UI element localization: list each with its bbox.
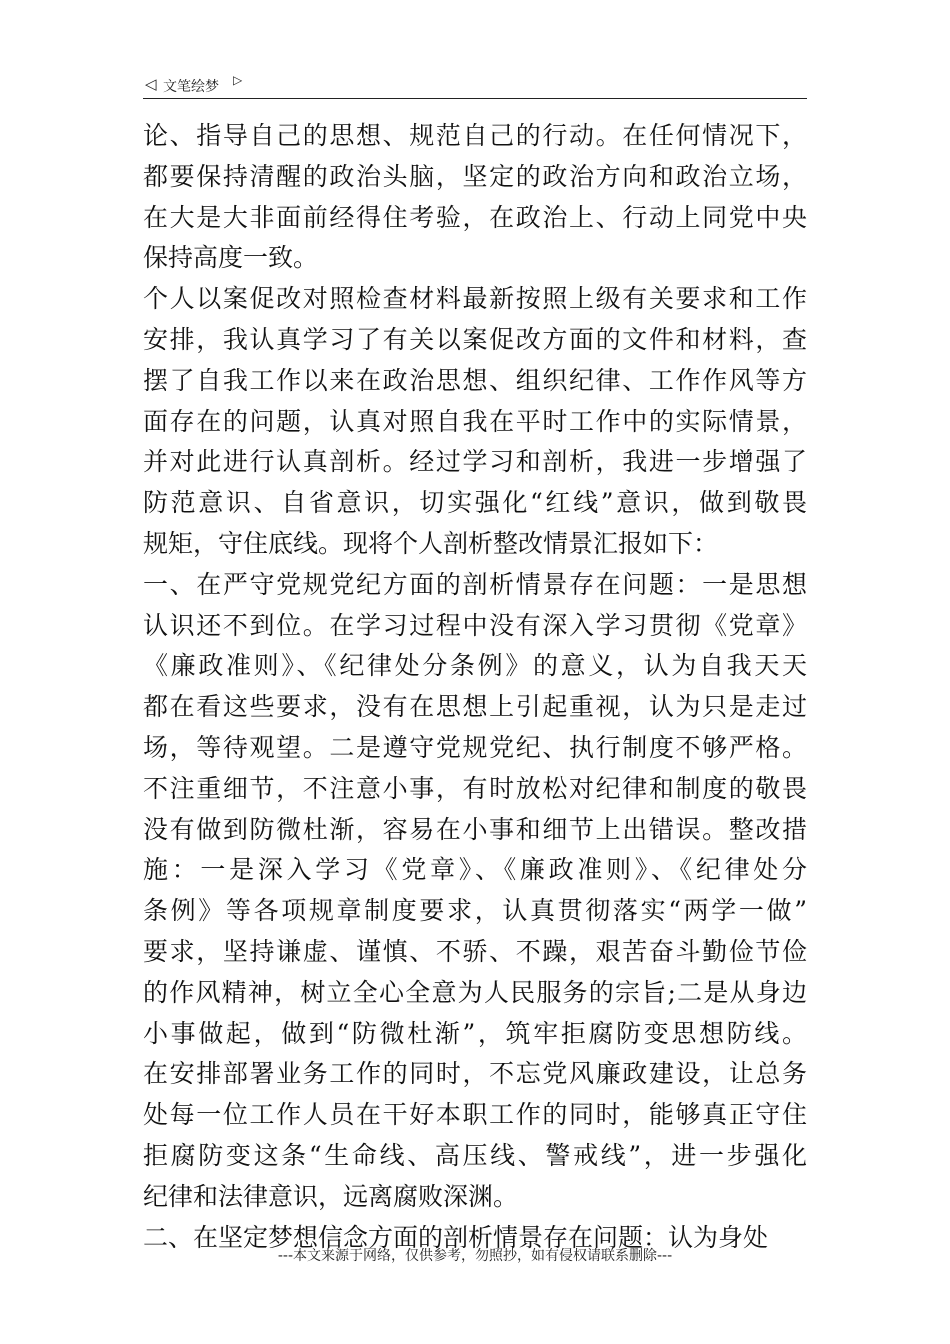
text-line: 二、在坚定梦想信念方面的剖析情景存在问题：认为身处 (143, 1222, 769, 1252)
text-line: 面存在的问题，认真对照自我在平时工作中的实际情景， (143, 406, 807, 436)
footer-disclaimer: ---本文来源于网络，仅供参考，勿照抄，如有侵权请联系删除--- (277, 1248, 673, 1264)
text-line: 一、在严守党规党纪方面的剖析情景存在问题：一是思想 (143, 569, 807, 599)
text-line: 在大是大非面前经得住考验，在政治上、行动上同党中央 (143, 202, 807, 232)
text-line: 没有做到防微杜渐，容易在小事和细节上出错误。整改措 (143, 814, 807, 844)
text-line: 要求，坚持谦虚、谨慎、不骄、不躁，艰苦奋斗勤俭节俭 (143, 936, 807, 966)
text-line: 条例》等各项规章制度要求，认真贯彻落实“两学一做” (143, 896, 807, 926)
text-line: 都在看这些要求，没有在思想上引起重视，认为只是走过 (143, 692, 807, 722)
text-line: 《廉政准则》、《纪律处分条例》的意义，认为自我天天 (143, 651, 807, 681)
text-line: 安排，我认真学习了有关以案促改方面的文件和材料，查 (143, 324, 807, 354)
paragraph (143, 565, 807, 1218)
paragraph (143, 279, 807, 565)
text-line: 规矩，守住底线。现将个人剖析整改情景汇报如下： (143, 528, 719, 558)
text-line: 都要保持清醒的政治头脑，坚定的政治方向和政治立场， (143, 161, 807, 191)
text-line: 不注重细节，不注意小事，有时放松对纪律和制度的敬畏 (143, 773, 807, 803)
triangle-left-icon: ◁ (145, 75, 157, 93)
text-line: 认识还不到位。在学习过程中没有深入学习贯彻《党章》 (143, 610, 807, 640)
text-line: 小事做起，做到“防微杜渐”，筑牢拒腐防变思想防线。 (143, 1018, 807, 1048)
text-line: 施：一是深入学习《党章》、《廉政准则》、《纪律处分 (143, 855, 807, 885)
text-line: 的作风精神，树立全心全意为人民服务的宗旨;二是从身边 (143, 977, 807, 1007)
brand-label: 文笔绘梦 (163, 79, 219, 95)
text-line: 论、指导自己的思想、规范自己的行动。在任何情况下， (143, 121, 807, 150)
text-line: 防范意识、自省意识，切实强化“红线”意识，做到敬畏 (143, 488, 807, 518)
document-body (143, 116, 807, 1258)
text-line: 摆了自我工作以来在政治思想、组织纪律、工作作风等方 (143, 365, 807, 395)
triangle-right-icon: ▷ (233, 73, 243, 87)
text-line: 场，等待观望。二是遵守党规党纪、执行制度不够严格。 (143, 732, 807, 762)
text-line: 在安排部署业务工作的同时，不忘党风廉政建设，让总务 (143, 1059, 807, 1089)
paragraph (143, 116, 807, 279)
text-line: 保持高度一致。 (143, 243, 319, 273)
text-line: 处每一位工作人员在干好本职工作的同时，能够真正守住 (143, 1100, 807, 1130)
text-line: 个人以案促改对照检查材料最新按照上级有关要求和工作 (143, 284, 807, 314)
page-header (143, 72, 807, 99)
text-line: 并对此进行认真剖析。经过学习和剖析，我进一步增强了 (143, 447, 807, 477)
text-line: 纪律和法律意识，远离腐败深渊。 (143, 1181, 519, 1211)
text-line: 拒腐防变这条“生命线、高压线、警戒线”，进一步强化 (143, 1140, 807, 1170)
